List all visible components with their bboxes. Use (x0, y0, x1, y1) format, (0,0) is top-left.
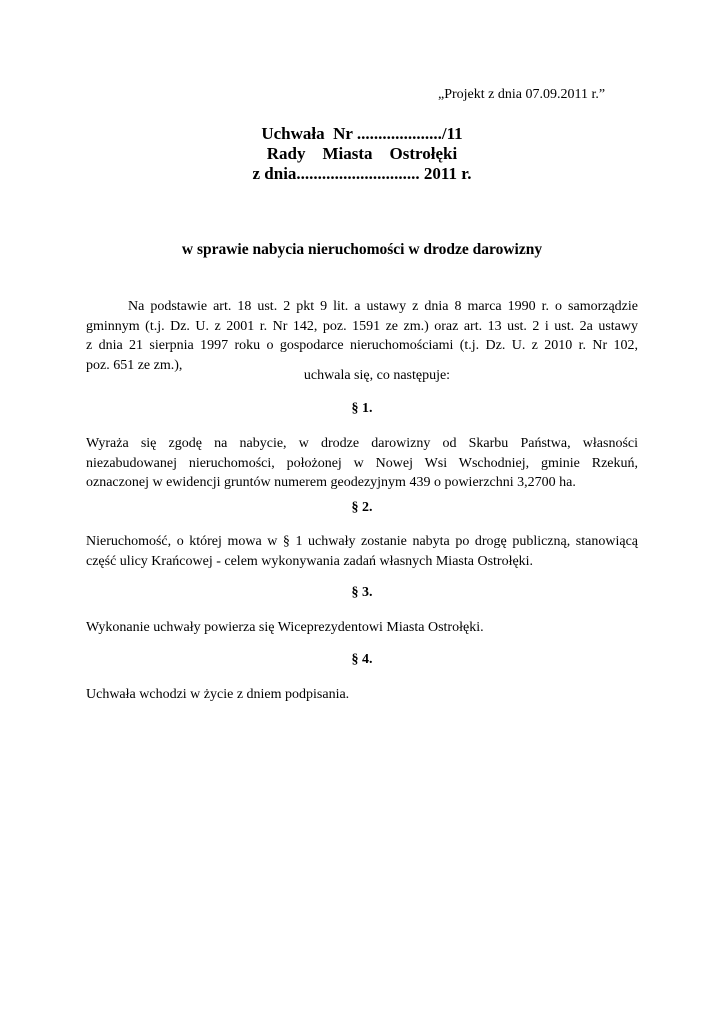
section-line: część ulicy Krańcowej - celem wykonywania zadań własnych Miasta Ostrołęki. (86, 553, 534, 569)
section-4-mark: § 4. (351, 652, 373, 667)
resolution-subject: w sprawie nabycia nieruchomości w drodze darowizny (181, 241, 543, 258)
legal-basis-paragraph (86, 297, 638, 375)
resolution-title (0, 124, 724, 184)
council-name: Rady Miasta Ostrołęki (266, 144, 458, 163)
section-3-mark: § 3. (351, 585, 373, 600)
section-line: niezabudowanej nieruchomości, położonej w Nowej Wsi Wschodniej, gminie Rzekuń, (86, 455, 638, 471)
legal-basis-line: z dnia 21 sierpnia 1997 roku o gospodarce nieruchomościami (t.j. Dz. U. z 2010 r. Nr 102, (86, 338, 638, 353)
project-date-note: „Projekt z dnia 07.09.2011 r.” (438, 87, 606, 102)
resolves-clause: uchwala się, co następuje: (303, 368, 451, 383)
legal-basis-line: poz. 651 ze zm.), (86, 357, 183, 373)
section-3-text (86, 618, 638, 638)
section-1-text (86, 434, 638, 493)
section-line: oznaczonej w ewidencji gruntów numerem geodezyjnym 439 o powierzchni 3,2700 ha. (86, 475, 576, 490)
section-2-text (86, 532, 638, 571)
section-1-mark: § 1. (351, 401, 373, 416)
resolution-date: z dnia............................. 2011 r. (252, 164, 472, 183)
section-line: Wykonanie uchwały powierza się Wiceprezydentowi Miasta Ostrołęki. (86, 620, 484, 635)
legal-basis-line: gminnym (t.j. Dz. U. z 2001 r. Nr 142, poz. 1591 ze zm.) oraz art. 13 ust. 2 i ust. 2a ustawy (86, 318, 638, 334)
resolution-number: Uchwała Nr ..................../11 (261, 124, 463, 143)
section-2-mark: § 2. (351, 500, 373, 515)
legal-basis-line: Na podstawie art. 18 ust. 2 pkt 9 lit. a ustawy z dnia 8 marca 1990 r. o samorządzie (128, 299, 638, 314)
section-4-text (86, 685, 638, 705)
section-line: Wyraża się zgodę na nabycie, w drodze darowizny od Skarbu Państwa, własności (86, 436, 638, 451)
section-line: Nieruchomość, o której mowa w § 1 uchwały zostanie nabyta po drogę publiczną, stanowiącą (86, 534, 638, 549)
section-line: Uchwała wchodzi w życie z dniem podpisania. (86, 687, 350, 702)
